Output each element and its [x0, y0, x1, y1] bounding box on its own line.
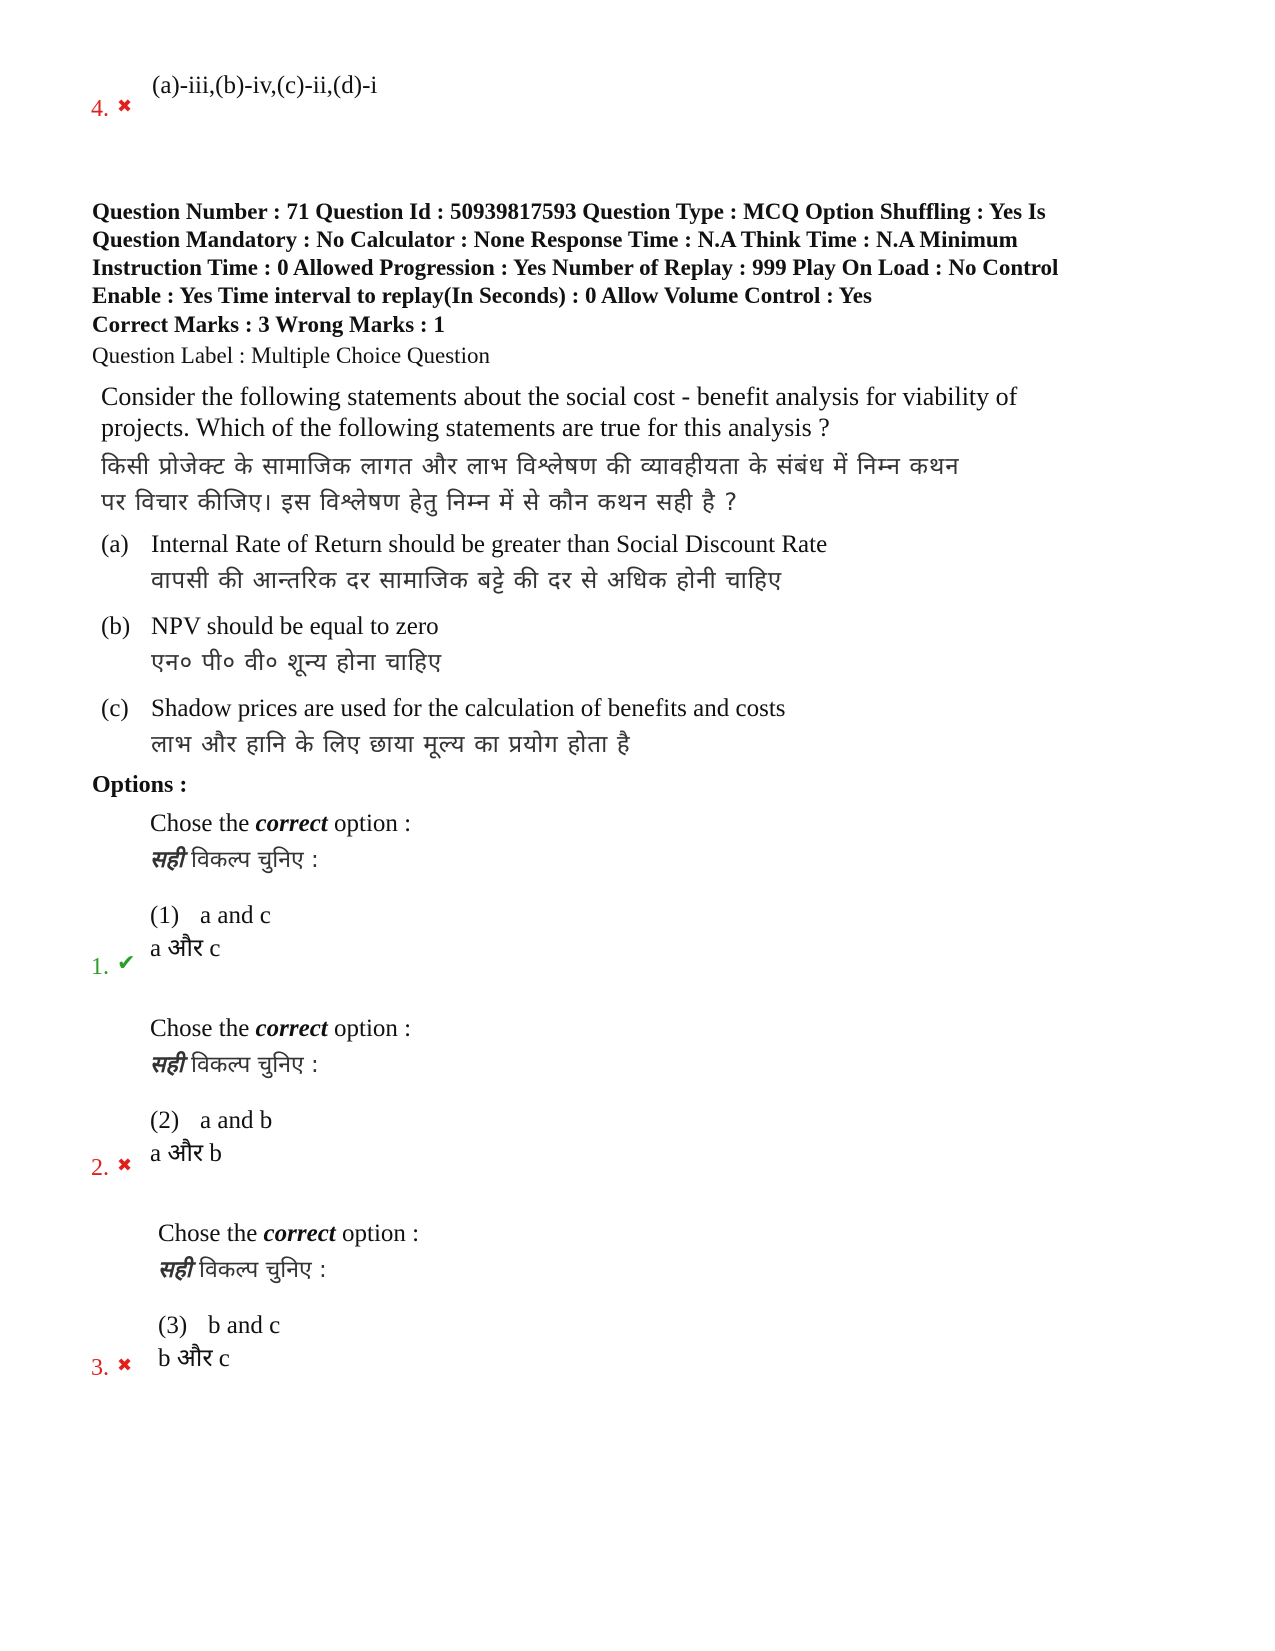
option-2-number: 2. ✖ — [91, 1155, 133, 1181]
option-2-content[interactable]: Chose the correct option : सही विकल्प चुनिए : (2) a and b a और b — [150, 1015, 412, 1167]
statement-c: (c) Shadow prices are used for the calculation of benefits and costs लाभ और हानि के लिए छाया मूल्य का प्रयोग होता है — [101, 695, 786, 758]
question-label: Question Label : Multiple Choice Question — [92, 343, 490, 368]
option-1-number: 1. ✔ — [91, 950, 136, 980]
statement-a: (a) Internal Rate of Return should be greater than Social Discount Rate वापसी की आन्तरिक दर सामाजिक बट्टे की दर से अधिक होनी चाहिए — [101, 531, 828, 594]
question-stem-hindi: किसी प्रोजेक्ट के सामाजिक लागत और लाभ विश्लेषण की व्यावहीयता के संबंध में निम्न कथन पर विचार कीजिए। इस विश्लेषण हेतु निम्न में से कौन कथन सही है ? — [101, 452, 960, 516]
cross-icon: ✖ — [117, 1355, 133, 1375]
checkmark-icon: ✔ — [117, 950, 136, 975]
question-stem-english: Consider the following statements about the social cost - benefit analysis for viability of projects. Which of the following statements are true for this analysis ? — [101, 382, 1018, 442]
marks-info: Correct Marks : 3 Wrong Marks : 1 — [92, 312, 445, 337]
option-3-number: 3. ✖ — [91, 1355, 133, 1381]
previous-option-text: (a)-iii,(b)-iv,(c)-ii,(d)-i — [152, 72, 378, 99]
options-heading: Options : — [92, 772, 188, 798]
cross-icon: ✖ — [117, 1155, 133, 1175]
question-metadata: Question Number : 71 Question Id : 50939817593 Question Type : MCQ Option Shuffling : Yes Is Question Mandatory : No Calculator : None Response Time : N.A Think Time : N.A Minimum Instruction Time : 0 Allowed Progression : Yes Number of Replay : 999 Play On Load : No Control Enable : Yes Time interval to replay(In Seconds) : 0 Allow Volume Control : Yes — [92, 199, 1059, 308]
option-3-content[interactable]: Chose the correct option : सही विकल्प चुनिए : (3) b and c b और c — [158, 1220, 420, 1372]
cross-icon: ✖ — [117, 96, 133, 116]
option-1-content[interactable]: Chose the correct option : सही विकल्प चुनिए : (1) a and c a और c — [150, 810, 412, 962]
statement-b: (b) NPV should be equal to zero एन० पी० वी० शून्य होना चाहिए — [101, 613, 443, 676]
previous-option-number: 4. ✖ — [91, 96, 133, 122]
